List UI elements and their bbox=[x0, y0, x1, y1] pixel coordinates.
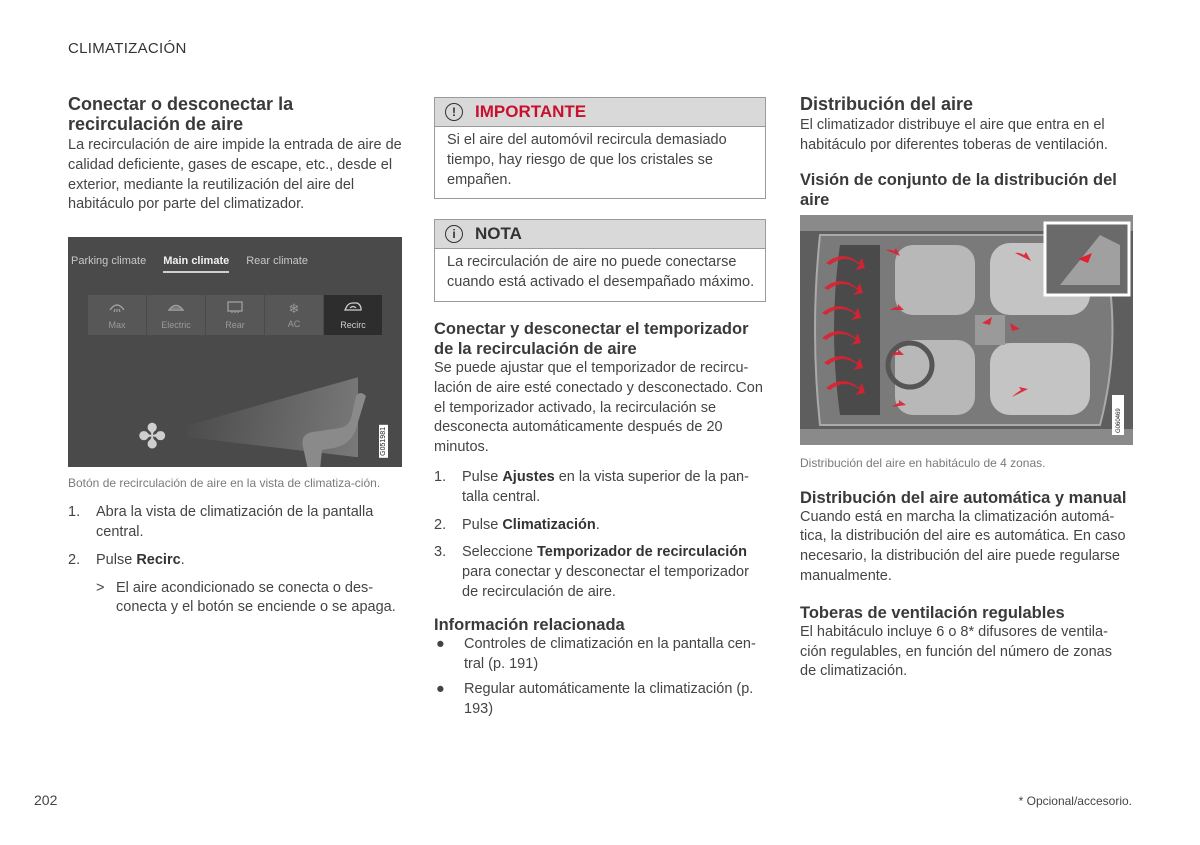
recirc-button bbox=[324, 295, 382, 335]
important-text: Si el aire del automóvil recircula demasiado tiempo, hay riesgo de que los cristales se empañen. bbox=[447, 132, 727, 188]
steps-list bbox=[68, 503, 402, 618]
related-link-item[interactable] bbox=[434, 635, 766, 675]
image-code: G051981 bbox=[380, 427, 387, 456]
defrost-max-icon bbox=[108, 300, 126, 317]
note-header bbox=[435, 220, 765, 249]
electric-label: Electric bbox=[161, 320, 191, 331]
result-text: El aire acondicionado se conecta o des-conecta y el botón se enciende o se apaga. bbox=[116, 579, 396, 616]
climate-tabs bbox=[71, 255, 308, 273]
step-item bbox=[434, 543, 766, 602]
bullet-icon: ● bbox=[436, 681, 445, 698]
distribution-intro: El climatizador distribuye el aire que entra en el habitáculo por diferentes toberas de ventilación. bbox=[800, 117, 1108, 153]
rear-defrost-icon bbox=[226, 300, 244, 317]
running-header: CLIMATIZACIÓN bbox=[68, 40, 187, 57]
related-link-item[interactable] bbox=[434, 680, 766, 720]
step-item bbox=[434, 468, 766, 508]
step-item bbox=[434, 516, 766, 536]
section-heading-recirculation: Conectar o desconectar la recirculación de aire bbox=[68, 94, 294, 134]
ac-label: AC bbox=[287, 318, 301, 329]
vents-paragraph: El habitáculo incluye 6 o 8* difusores de ventila-ción regulables, en función del número de zonas de climatización. bbox=[800, 623, 1112, 680]
ac-button bbox=[265, 295, 323, 335]
max-defrost-button bbox=[88, 295, 146, 335]
section-heading-distribution: Distribución del aire bbox=[800, 94, 974, 114]
step-text: Pulse Recirc. bbox=[96, 551, 185, 568]
result-marker: > bbox=[96, 579, 105, 596]
fan-icon: ✤ bbox=[138, 418, 167, 457]
important-title: IMPORTANTE bbox=[475, 102, 587, 121]
related-info-heading: Información relacionada bbox=[434, 615, 625, 634]
tab-rear-climate: Rear climate bbox=[246, 255, 308, 268]
exclamation-icon: ! bbox=[445, 103, 463, 121]
column-notes-timer bbox=[434, 97, 766, 726]
step-number: 2. bbox=[434, 516, 447, 533]
page-number: 202 bbox=[34, 792, 58, 808]
step-number: 3. bbox=[434, 544, 447, 561]
air-distribution-figure bbox=[800, 215, 1133, 445]
recirc-label: Recirc bbox=[340, 320, 366, 331]
max-label: Max bbox=[108, 320, 126, 331]
column-air-distribution bbox=[800, 94, 1132, 682]
rear-label: Rear bbox=[225, 320, 245, 331]
climate-button-row bbox=[88, 295, 382, 335]
keyword-recirc: Recirc bbox=[136, 551, 181, 568]
figure-caption: Distribución del aire en habitáculo de 4 zonas. bbox=[800, 455, 1046, 470]
climate-screen-figure bbox=[68, 237, 402, 467]
step-text: Seleccione Temporizador de recirculación para conectar y desconectar el temporizador de recirculación de aire. bbox=[462, 544, 749, 600]
timer-steps bbox=[434, 468, 766, 603]
step-text: Pulse Ajustes en la vista superior de la pan-talla central. bbox=[462, 468, 749, 505]
timer-heading: Conectar y desconectar el temporizador de la recirculación de aire bbox=[434, 319, 749, 358]
overview-heading: Visión de conjunto de la distribución del aire bbox=[800, 170, 1117, 209]
related-link-text[interactable]: Regular automáticamente la climatización (p. 193) bbox=[464, 681, 754, 718]
note-box bbox=[434, 219, 766, 302]
keyword-ajustes: Ajustes bbox=[502, 468, 555, 485]
important-box bbox=[434, 97, 766, 199]
auto-manual-heading: Distribución del aire automática y manual bbox=[800, 488, 1127, 507]
column-recirculation bbox=[68, 94, 402, 618]
footnote: * Opcional/accesorio. bbox=[1018, 794, 1132, 808]
seat-silhouette bbox=[278, 392, 373, 467]
auto-manual-paragraph: Cuando está en marcha la climatización automá-tica, la distribución del aire es automática. En caso necesario, la distribución del aire puede regularse manualmente. bbox=[800, 508, 1126, 584]
tab-main-climate: Main climate bbox=[163, 255, 229, 273]
step-number: 1. bbox=[434, 468, 447, 485]
rear-defrost-button bbox=[206, 295, 264, 335]
info-icon: i bbox=[445, 225, 463, 243]
electric-heat-button bbox=[147, 295, 205, 335]
snowflake-icon: ❄ bbox=[288, 300, 300, 316]
tab-parking-climate: Parking climate bbox=[71, 255, 147, 268]
figure-caption: Botón de recirculación de aire en la vista de climatiza-ción. bbox=[68, 476, 381, 491]
timer-paragraph: Se puede ajustar que el temporizador de recircu-lación de aire esté conectado y desconectado. Con el temporizador activado, la recirculación se desconecta automáticamente después de 20 minutos. bbox=[434, 359, 763, 456]
vents-heading: Toberas de ventilación regulables bbox=[800, 603, 1065, 622]
windscreen-heat-icon bbox=[167, 300, 185, 317]
step-text: Abra la vista de climatización de la pantalla central. bbox=[96, 504, 374, 540]
step-number: 1. bbox=[68, 504, 81, 521]
keyword-temporizador: Temporizador de recirculación bbox=[536, 544, 748, 561]
step-item bbox=[68, 551, 402, 571]
related-link-text[interactable]: Controles de climatización en la pantalla cen-tral (p. 191) bbox=[464, 635, 756, 672]
step-number: 2. bbox=[68, 551, 81, 568]
keyword-climatizacion: Climatización bbox=[502, 516, 596, 533]
step-item bbox=[68, 503, 402, 543]
bullet-icon: ● bbox=[436, 635, 445, 652]
note-title: NOTA bbox=[475, 224, 522, 244]
result-substep bbox=[96, 579, 402, 619]
figure-code: G060469 bbox=[1116, 407, 1122, 433]
recirculation-icon bbox=[343, 300, 363, 317]
step-text: Pulse Climatización. bbox=[462, 516, 600, 533]
important-header bbox=[435, 98, 765, 127]
intro-paragraph: La recirculación de aire impide la entrada de aire de calidad deficiente, gases de escape, etc., desde el exterior, mediante la reutilización del aire del habitáculo por parte del climatizador. bbox=[68, 137, 402, 213]
note-text: La recirculación de aire no puede conectarse cuando está activado el desempañado máximo. bbox=[447, 254, 755, 291]
related-links bbox=[434, 635, 766, 720]
